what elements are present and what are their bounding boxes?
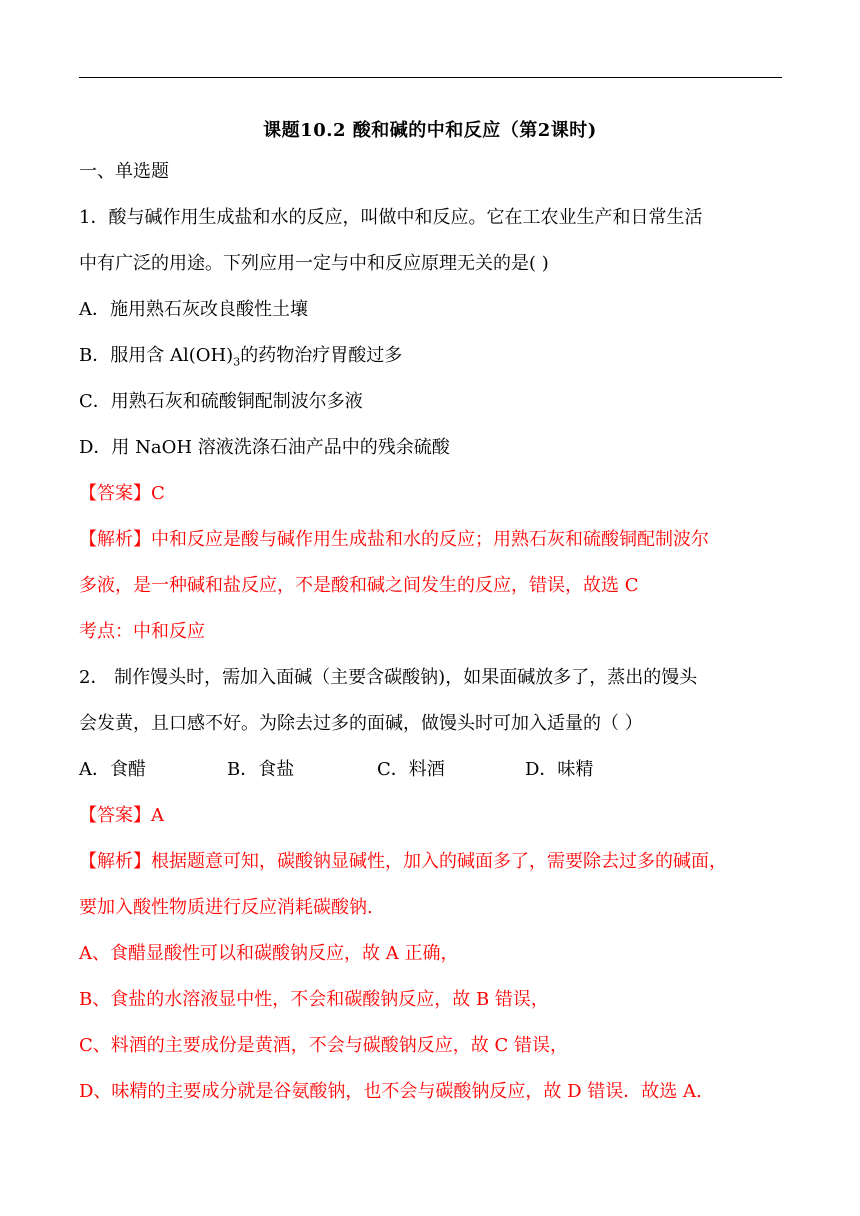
page-title: 课题10.2 酸和碱的中和反应（第2课时) [263, 120, 597, 141]
q1-option-d: D．用 NaOH 溶液洗涤石油产品中的残余硫酸 [79, 437, 450, 458]
q2-analysis-a: A、食醋显酸性可以和碳酸钠反应，故 A 正确， [79, 943, 459, 964]
q2-option-c: C．料酒 [377, 759, 445, 780]
q2-option-a: A．食醋 [79, 759, 146, 780]
q1-option-a: A．施用熟石灰改良酸性土壤 [79, 299, 308, 320]
q1-option-c: C．用熟石灰和硫酸铜配制波尔多液 [79, 391, 363, 412]
q2-answer: 【答案】A [79, 805, 164, 826]
q2-analysis-d: D、味精的主要成分就是谷氨酸钠，也不会与碳酸钠反应，故 D 错误．故选 A. [79, 1081, 702, 1102]
q1-stem-line2: 中有广泛的用途。下列应用一定与中和反应原理无关的是( ) [79, 253, 549, 274]
q1-option-b-subscript: 3 [233, 355, 241, 369]
q1-option-b [79, 344, 402, 375]
section-heading: 一、单选题 [79, 161, 169, 182]
q2-option-d: D．味精 [525, 759, 594, 780]
q1-kaodian: 考点：中和反应 [79, 621, 205, 642]
q2-stem-line2: 会发黄，且口感不好。为除去过多的面碱，做馒头时可加入适量的（ ） [79, 713, 643, 734]
q2-analysis-c: C、料酒的主要成份是黄酒，不会与碳酸钠反应，故 C 错误， [79, 1035, 568, 1056]
q1-stem-line1: 1．酸与碱作用生成盐和水的反应，叫做中和反应。它在工农业生产和日常生活 [79, 207, 703, 228]
q2-analysis-line1: 【解析】根据题意可知，碳酸钠显碱性，加入的碱面多了，需要除去过多的碱面， [79, 851, 727, 872]
q2-analysis-b: B、食盐的水溶液显中性，不会和碳酸钠反应，故 B 错误， [79, 989, 549, 1010]
q1-answer: 【答案】C [79, 483, 165, 504]
q1-analysis-line1: 【解析】中和反应是酸与碱作用生成盐和水的反应；用熟石灰和硫酸铜配制波尔 [79, 529, 709, 550]
q1-analysis-line2: 多液，是一种碱和盐反应，不是酸和碱之间发生的反应，错误，故选 C [79, 575, 639, 596]
q2-stem-line1: 2． 制作馒头时，需加入面碱（主要含碳酸钠)，如果面碱放多了，蒸出的馒头 [79, 667, 698, 688]
q1-option-b-text: B．服用含 Al(OH) [79, 345, 234, 366]
q2-options [79, 758, 593, 782]
q1-option-b-rest: 的药物治疗胃酸过多 [240, 345, 403, 366]
header-rule [79, 77, 782, 78]
q2-analysis-line2: 要加入酸性物质进行反应消耗碳酸钠. [79, 897, 373, 918]
q2-option-b: B．食盐 [227, 759, 295, 780]
